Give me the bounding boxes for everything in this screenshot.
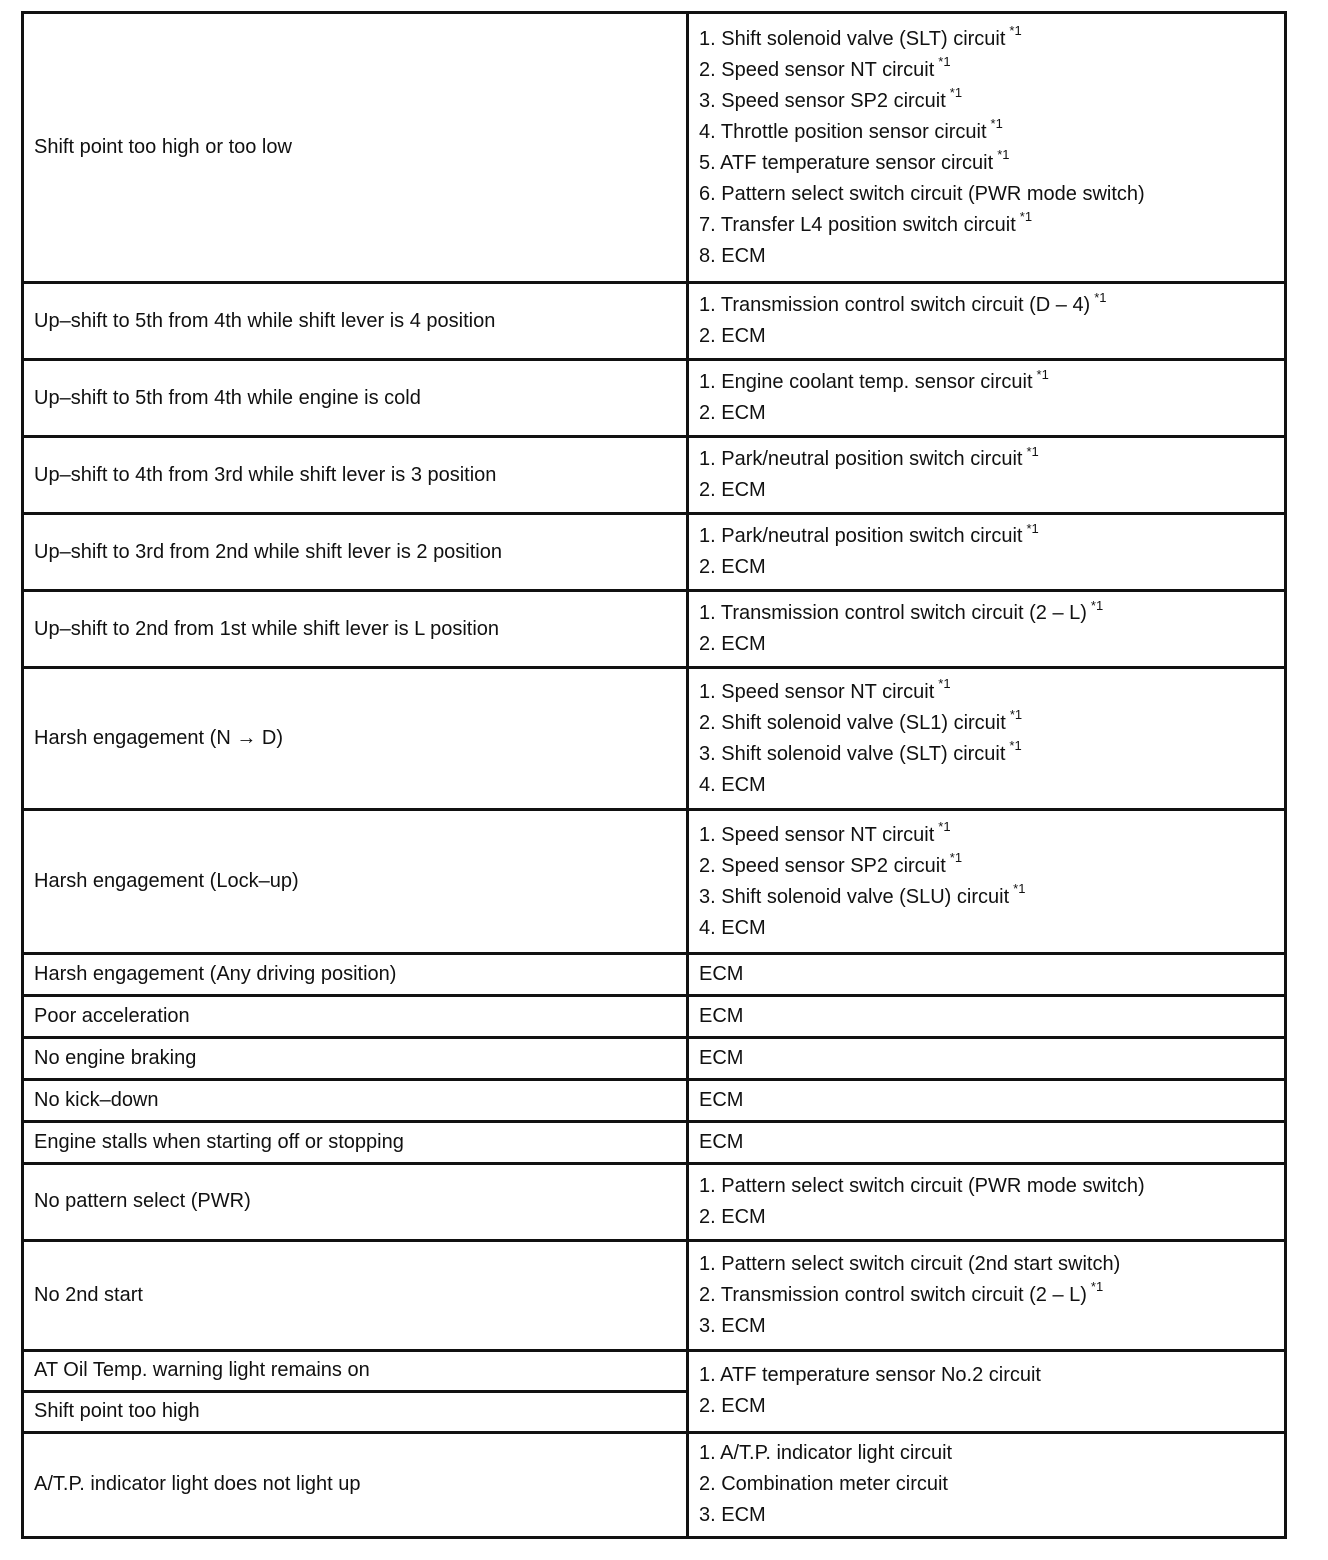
cause-line	[699, 552, 1274, 583]
cause-text: 2. ECM	[699, 402, 766, 425]
cause-line	[699, 882, 1274, 913]
table-row	[23, 1350, 1286, 1391]
cause-cell	[688, 1240, 1286, 1350]
cause-text: 1. Transmission control switch circuit (D – 4)	[699, 294, 1091, 317]
cause-text: 1. Pattern select switch circuit (PWR mode switch)	[699, 1174, 1145, 1197]
cause-text: 2. Speed sensor SP2 circuit	[699, 854, 946, 877]
cause-line	[699, 398, 1274, 429]
symptom-cell: No engine braking	[23, 1037, 688, 1079]
footnote-mark: *1	[1094, 289, 1107, 305]
cause-text: 6. Pattern select switch circuit (PWR mode switch)	[699, 182, 1145, 205]
cause-line	[699, 1127, 1274, 1158]
cause-cell	[688, 360, 1286, 437]
table-row	[23, 1121, 1286, 1163]
cause-text: 2. ECM	[699, 1395, 766, 1418]
cause-text: 2. Speed sensor NT circuit	[699, 58, 935, 81]
symptom-cell: Harsh engagement (N → D)	[23, 668, 688, 810]
table-row	[23, 437, 1286, 514]
footnote-mark: *1	[1009, 22, 1022, 38]
footnote-mark: *1	[1009, 707, 1023, 723]
cause-text: 8. ECM	[699, 244, 766, 267]
cause-text: 2. ECM	[699, 633, 766, 656]
symptom-cell: Engine stalls when starting off or stopping	[23, 1121, 688, 1163]
cause-cell	[688, 591, 1286, 668]
cause-text: 1. ATF temperature sensor No.2 circuit	[699, 1364, 1041, 1387]
table-row	[23, 1079, 1286, 1121]
footnote-mark: *1	[1009, 738, 1022, 754]
symptom-cell: No 2nd start	[23, 1240, 688, 1350]
cause-line	[699, 629, 1274, 660]
cause-text: 2. Combination meter circuit	[699, 1473, 948, 1496]
footnote-mark: *1	[938, 818, 951, 834]
cause-line	[699, 444, 1274, 475]
cause-cell	[688, 514, 1286, 591]
symptom-cell: No pattern select (PWR)	[23, 1163, 688, 1240]
cause-text: 5. ATF temperature sensor circuit	[699, 151, 994, 174]
cause-text: 1. Pattern select switch circuit (2nd start switch)	[699, 1252, 1121, 1275]
cause-text: 1. Park/neutral position switch circuit	[699, 525, 1023, 548]
cause-cell	[688, 953, 1286, 995]
cause-line	[699, 24, 1274, 55]
cause-cell	[688, 1432, 1286, 1537]
cause-line	[699, 677, 1274, 708]
table-row	[23, 13, 1286, 283]
table-row	[23, 953, 1286, 995]
cause-text: 2. Transmission control switch circuit (2 – L)	[699, 1283, 1087, 1306]
cause-text: 2. ECM	[699, 325, 766, 348]
cause-line	[699, 913, 1274, 944]
cause-cell	[688, 995, 1286, 1037]
cause-text: 1. Speed sensor NT circuit	[699, 823, 935, 846]
symptom-cell: Up–shift to 5th from 4th while shift lever is 4 position	[23, 283, 688, 360]
cause-cell	[688, 437, 1286, 514]
cause-line	[699, 820, 1274, 851]
symptom-cell: Poor acceleration	[23, 995, 688, 1037]
cause-text: 1. Shift solenoid valve (SLT) circuit	[699, 27, 1006, 50]
symptom-cell: Up–shift to 5th from 4th while engine is cold	[23, 360, 688, 437]
symptom-cell: AT Oil Temp. warning light remains on	[23, 1350, 688, 1391]
table-row	[23, 668, 1286, 810]
cause-text: 3. Shift solenoid valve (SLU) circuit	[699, 885, 1010, 908]
cause-line	[699, 1500, 1274, 1531]
cause-line	[699, 521, 1274, 552]
cause-line	[699, 367, 1274, 398]
cause-cell	[688, 810, 1286, 953]
cause-line	[699, 739, 1274, 770]
cause-text: 2. ECM	[699, 556, 766, 579]
cause-line	[699, 1001, 1274, 1032]
cause-line	[699, 241, 1274, 272]
cause-line	[699, 475, 1274, 506]
table-row	[23, 514, 1286, 591]
cause-text: 3. Shift solenoid valve (SLT) circuit	[699, 742, 1006, 765]
cause-line	[699, 770, 1274, 801]
cause-line	[699, 1391, 1274, 1422]
cause-line	[699, 179, 1274, 210]
symptom-cell: Harsh engagement (Lock–up)	[23, 810, 688, 953]
cause-line	[699, 55, 1274, 86]
cause-line	[699, 117, 1274, 148]
cause-cell	[688, 283, 1286, 360]
footnote-mark: *1	[990, 115, 1003, 131]
cause-line	[699, 321, 1274, 352]
cause-line	[699, 851, 1274, 882]
footnote-mark: *1	[1036, 366, 1049, 382]
cause-text: ECM	[699, 1004, 744, 1027]
cause-line	[699, 1171, 1274, 1202]
table-row	[23, 995, 1286, 1037]
symptom-cell: Harsh engagement (Any driving position)	[23, 953, 688, 995]
footnote-mark: *1	[949, 849, 963, 865]
table-row	[23, 810, 1286, 953]
cause-text: 1. A/T.P. indicator light circuit	[699, 1442, 953, 1465]
cause-line	[699, 1438, 1274, 1469]
footnote-mark: *1	[997, 146, 1010, 162]
footnote-mark: *1	[1013, 880, 1026, 896]
table-body	[23, 13, 1286, 1538]
cause-text: ECM	[699, 1130, 744, 1153]
cause-text: 1. Speed sensor NT circuit	[699, 680, 935, 703]
symptom-cell: Up–shift to 2nd from 1st while shift lever is L position	[23, 591, 688, 668]
cause-line	[699, 708, 1274, 739]
symptom-cell: No kick–down	[23, 1079, 688, 1121]
cause-line	[699, 290, 1274, 321]
footnote-mark: *1	[938, 53, 951, 69]
cause-line	[699, 1311, 1274, 1342]
table-row	[23, 1037, 1286, 1079]
cause-cell	[688, 1163, 1286, 1240]
cause-text: 1. Park/neutral position switch circuit	[699, 448, 1023, 471]
symptom-cell: Up–shift to 4th from 3rd while shift lever is 3 position	[23, 437, 688, 514]
table-row	[23, 360, 1286, 437]
cause-text: 1. Engine coolant temp. sensor circuit	[699, 371, 1033, 394]
symptom-cell: A/T.P. indicator light does not light up	[23, 1432, 688, 1537]
cause-cell	[688, 1079, 1286, 1121]
footnote-mark: *1	[938, 676, 951, 692]
cause-line	[699, 1043, 1274, 1074]
cause-line	[699, 1085, 1274, 1116]
cause-line	[699, 598, 1274, 629]
table-row	[23, 591, 1286, 668]
cause-text: 4. ECM	[699, 916, 766, 939]
cause-line	[699, 1469, 1274, 1500]
cause-line	[699, 210, 1274, 241]
cause-cell	[688, 1037, 1286, 1079]
cause-text: 4. Throttle position sensor circuit	[699, 120, 987, 143]
table-row	[23, 1163, 1286, 1240]
cause-text: 3. ECM	[699, 1504, 766, 1527]
cause-text: 7. Transfer L4 position switch circuit	[699, 213, 1016, 236]
cause-line	[699, 148, 1274, 179]
cause-cell	[688, 1121, 1286, 1163]
cause-text: 4. ECM	[699, 773, 766, 796]
cause-text: 3. ECM	[699, 1314, 766, 1337]
cause-text: 1. Transmission control switch circuit (2 – L)	[699, 602, 1087, 625]
cause-line	[699, 1202, 1274, 1233]
cause-line	[699, 1360, 1274, 1391]
table-row	[23, 1432, 1286, 1537]
cause-text: 3. Speed sensor SP2 circuit	[699, 89, 946, 112]
cause-cell	[688, 1350, 1286, 1432]
cause-line	[699, 959, 1274, 990]
cause-text: ECM	[699, 1088, 744, 1111]
cause-line	[699, 86, 1274, 117]
cause-text: ECM	[699, 962, 744, 985]
cause-cell	[688, 668, 1286, 810]
cause-text: 2. ECM	[699, 479, 766, 502]
symptom-cell: Up–shift to 3rd from 2nd while shift lever is 2 position	[23, 514, 688, 591]
symptom-cell: Shift point too high	[23, 1391, 688, 1432]
table-row	[23, 1240, 1286, 1350]
troubleshooting-table	[21, 11, 1287, 1539]
footnote-mark: *1	[1019, 208, 1033, 224]
cause-text: 2. Shift solenoid valve (SL1) circuit	[699, 711, 1006, 734]
table-row	[23, 283, 1286, 360]
footnote-mark: *1	[949, 84, 963, 100]
footnote-mark: *1	[1090, 1279, 1104, 1295]
footnote-mark: *1	[1090, 597, 1104, 613]
symptom-cell: Shift point too high or too low	[23, 13, 688, 283]
cause-line	[699, 1249, 1274, 1280]
footnote-mark: *1	[1026, 520, 1039, 536]
cause-line	[699, 1280, 1274, 1311]
footnote-mark: *1	[1026, 443, 1039, 459]
cause-text: 2. ECM	[699, 1205, 766, 1228]
cause-text: ECM	[699, 1046, 744, 1069]
cause-cell	[688, 13, 1286, 283]
